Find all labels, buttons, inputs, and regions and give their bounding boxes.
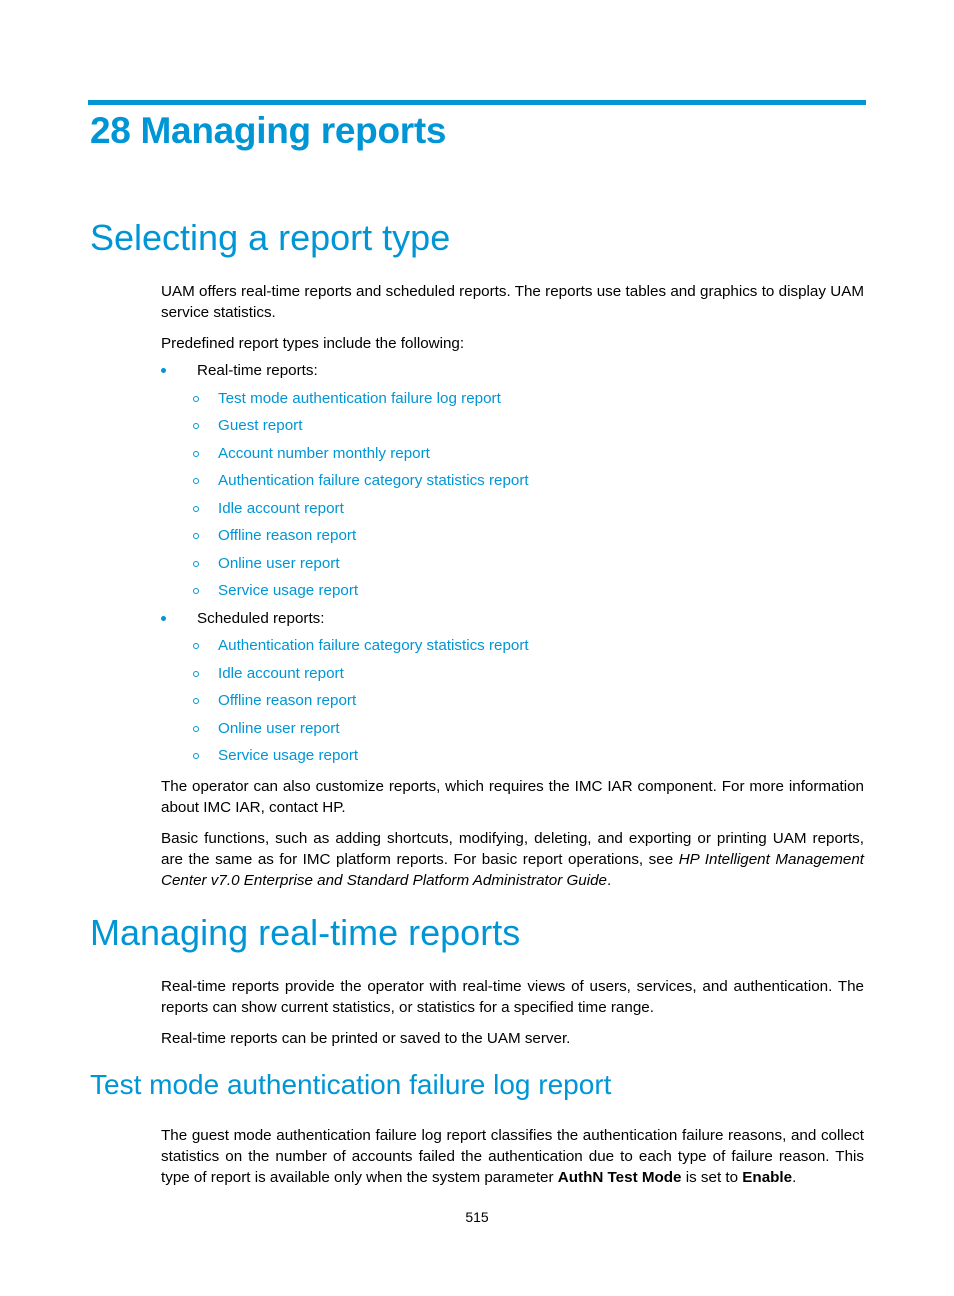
section-heading-selecting-report-type: Selecting a report type <box>90 217 451 258</box>
link-idle-account-report[interactable]: Idle account report <box>218 500 344 517</box>
link-offline-reason-report[interactable]: Offline reason report <box>218 692 357 709</box>
circle-bullet-icon <box>193 588 199 594</box>
realtime-paragraph-2: Real-time reports can be printed or saved to the UAM server. <box>161 1030 571 1047</box>
admin-guide-title: HP Intelligent Management Center v7.0 Enterprise and Standard Platform Administrator Guide <box>161 851 864 889</box>
basic-functions-end: . <box>607 872 612 889</box>
link-account-number-monthly-report[interactable]: Account number monthly report <box>218 445 430 462</box>
param-value: Enable <box>742 1169 793 1186</box>
circle-bullet-icon <box>193 533 199 539</box>
test-mode-text-mid: is set to <box>681 1169 743 1186</box>
link-idle-account-report[interactable]: Idle account report <box>218 665 344 682</box>
link-service-usage-report[interactable]: Service usage report <box>218 747 359 764</box>
basic-functions-paragraph <box>161 828 864 891</box>
chapter-title: 28 Managing reports <box>90 110 447 151</box>
circle-bullet-icon <box>193 698 199 704</box>
param-name: AuthN Test Mode <box>557 1169 682 1186</box>
link-offline-reason-report[interactable]: Offline reason report <box>218 527 357 544</box>
circle-bullet-icon <box>193 671 199 677</box>
realtime-paragraph-1: Real-time reports provide the operator with real-time views of users, services, and authentication. The reports can show current statistics, or statistics for a specified time range. <box>161 978 864 1016</box>
bullet-label: Scheduled reports: <box>197 610 325 627</box>
circle-bullet-icon <box>193 726 199 732</box>
link-online-user-report[interactable]: Online user report <box>218 555 340 572</box>
customize-paragraph: The operator can also customize reports, which requires the IMC IAR component. For more information about IMC IAR, contact HP. <box>161 778 864 816</box>
link-online-user-report[interactable]: Online user report <box>218 720 340 737</box>
link-guest-report[interactable]: Guest report <box>218 417 303 434</box>
circle-bullet-icon <box>193 423 199 429</box>
test-mode-text-end: . <box>792 1169 797 1186</box>
circle-bullet-icon <box>193 478 199 484</box>
circle-bullet-icon <box>193 451 199 457</box>
page-number: 515 <box>465 1209 489 1225</box>
link-service-usage-report[interactable]: Service usage report <box>218 582 359 599</box>
bullet-label: Real-time reports: <box>197 362 318 379</box>
circle-bullet-icon <box>193 506 199 512</box>
link-test-mode-authentication-failure-log-report[interactable]: Test mode authentication failure log report <box>218 390 501 407</box>
section-heading-managing-realtime-reports: Managing real-time reports <box>90 912 521 953</box>
circle-bullet-icon <box>193 561 199 567</box>
predefined-paragraph: Predefined report types include the following: <box>161 335 465 352</box>
basic-functions-text: Basic functions, such as adding shortcuts, modifying, deleting, and exporting or printing UAM reports, are the same as for IMC platform reports. For basic report operations, see <box>161 830 864 868</box>
section-heading-test-mode-report: Test mode authentication failure log report <box>90 1069 612 1100</box>
circle-bullet-icon <box>193 753 199 759</box>
link-authentication-failure-category-report[interactable]: Authentication failure category statistics report <box>218 637 529 654</box>
link-authentication-failure-category-report[interactable]: Authentication failure category statistics report <box>218 472 529 489</box>
bullet-icon <box>161 368 166 373</box>
test-mode-paragraph <box>161 1125 864 1188</box>
circle-bullet-icon <box>193 643 199 649</box>
bullet-icon <box>161 616 166 621</box>
circle-bullet-icon <box>193 396 199 402</box>
intro-paragraph: UAM offers real-time reports and scheduled reports. The reports use tables and graphics to display UAM service statistics. <box>161 283 864 321</box>
test-mode-text: The guest mode authentication failure log report classifies the authentication failure reasons, and collect statistics on the number of accounts failed the authentication due to each type of failure reason. This type of report is available only when the system parameter <box>161 1127 864 1186</box>
chapter-rule <box>88 100 866 105</box>
